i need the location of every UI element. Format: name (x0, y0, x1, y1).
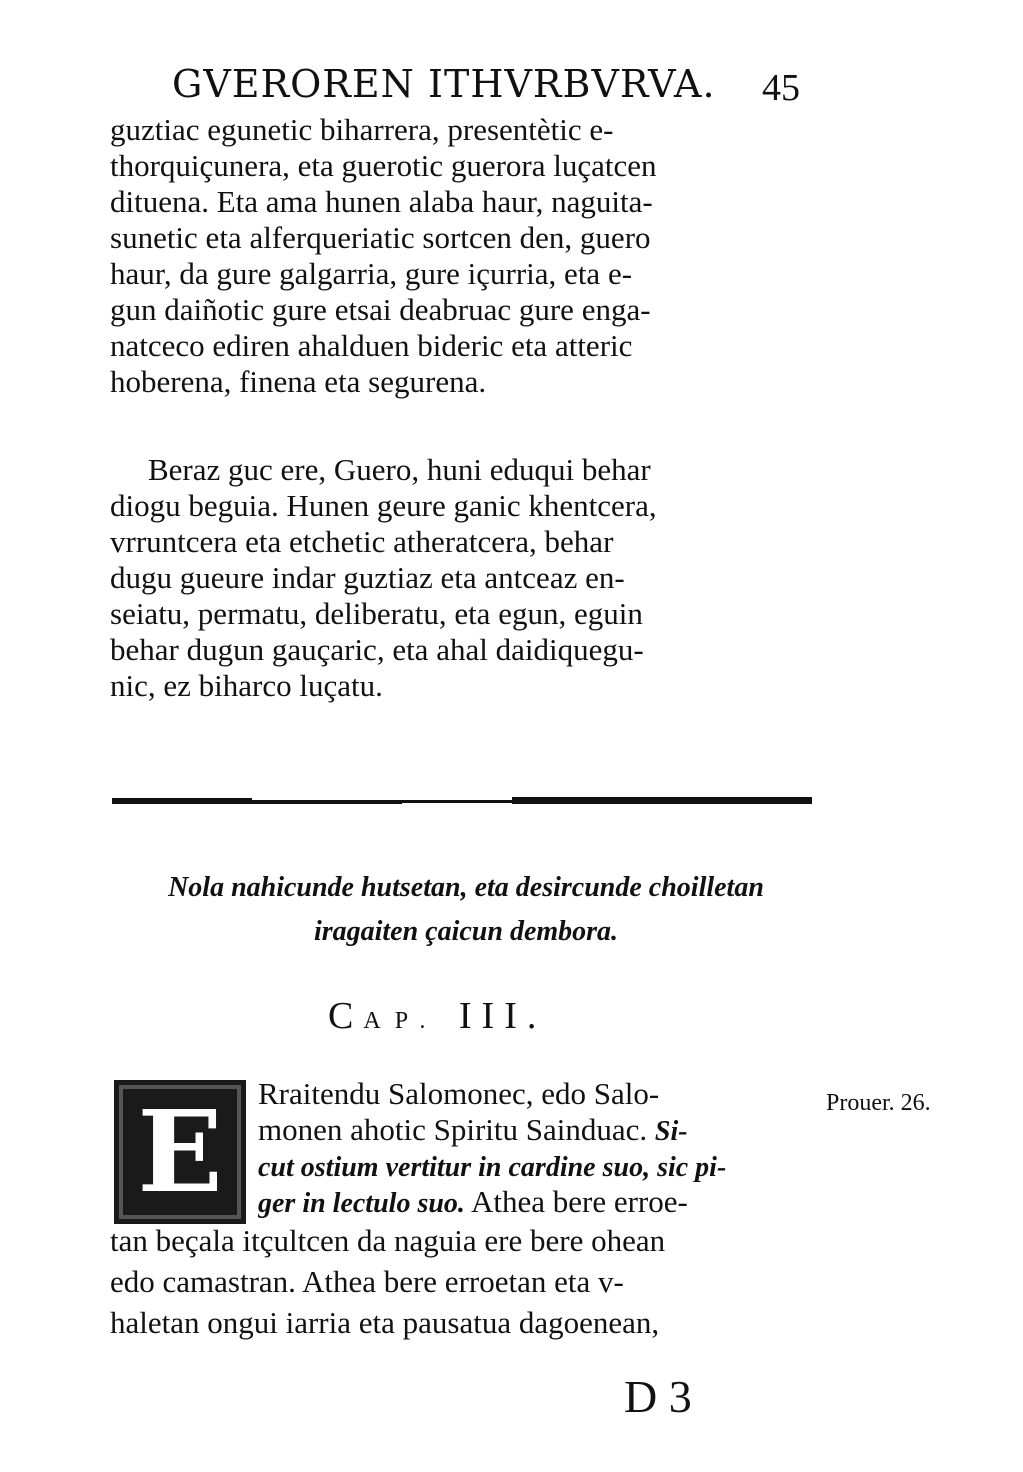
text-line: natceco ediren ahalduen bideric eta atteric (110, 328, 633, 363)
chapter-opening (258, 1076, 824, 1220)
text-span: Athea bere erroe- (470, 1184, 688, 1219)
text-span: monen ahotic Spiritu Sainduac. (258, 1112, 648, 1147)
text-line: Rraitendu Salomonec, edo Salo- (258, 1076, 660, 1111)
paragraph-1 (110, 112, 822, 400)
text-line (258, 1112, 824, 1148)
text-line: dituena. Eta ama hunen alaba haur, naguita- (110, 184, 653, 219)
text-line: dugu gueure indar guztiaz eta antceaz en- (110, 560, 625, 595)
chapter-numeral: III. (458, 995, 547, 1037)
text-line: haur, da gure galgarria, gure içurria, eta e- (110, 256, 633, 291)
text-line: seiatu, permatu, deliberatu, eta egun, eguin (110, 596, 643, 631)
text-line (258, 1184, 824, 1220)
page-number: 45 (762, 67, 800, 109)
text-line: edo camastran. Athea bere erroetan eta v- (110, 1264, 624, 1299)
latin-quote: cut ostium vertitur in cardine suo, sic pi- (258, 1152, 727, 1183)
text-line: hoberena, finena eta segurena. (110, 364, 487, 399)
text-line: guztiac egunetic biharrera, presentètic e- (110, 112, 614, 147)
drop-cap-initial: E (114, 1080, 246, 1224)
latin-quote: ger in lectulo suo. (258, 1188, 465, 1219)
signature-mark: D 3 (624, 1371, 692, 1422)
text-line: tan beçala itçultcen da naguia ere bere ohean (110, 1223, 666, 1258)
section-rule (112, 796, 812, 806)
text-line: sunetic eta alferqueriatic sortcen den, guero (110, 220, 651, 255)
summary-line: iragaiten çaicun dembora. (313, 916, 619, 947)
margin-reference: Prouer. 26. (826, 1090, 931, 1116)
text-line: diogu beguia. Hunen geure ganic khentcera, (110, 488, 657, 523)
text-line: behar dugun gauçaric, eta ahal daidiquegu- (110, 632, 644, 667)
summary-line: Nola nahicunde hutsetan, eta desircunde choilletan (168, 872, 764, 903)
text-line: vrruntcera eta etchetic atheratcera, behar (110, 524, 614, 559)
latin-quote: Si- (654, 1116, 688, 1147)
chapter-heading (328, 994, 546, 1038)
chapter-ap: AP. (363, 1008, 440, 1034)
text-line: nic, ez biharco luçatu. (110, 668, 383, 703)
text-line (258, 1148, 824, 1184)
chapter-c: C (328, 995, 364, 1037)
text-line: Beraz guc ere, Guero, huni eduqui behar (148, 452, 651, 487)
chapter-summary (110, 866, 822, 954)
running-title: GVEROREN ITHVRBVRVA. (172, 62, 716, 106)
text-line: gun daiñotic gure etsai deabruac gure enga- (110, 292, 651, 327)
chapter-continuation (110, 1220, 824, 1343)
text-line: thorquiçunera, eta guerotic guerora luçatcen (110, 148, 657, 183)
text-line: haletan ongui iarria eta pausatua dagoenean, (110, 1305, 660, 1340)
paragraph-2 (110, 452, 822, 704)
